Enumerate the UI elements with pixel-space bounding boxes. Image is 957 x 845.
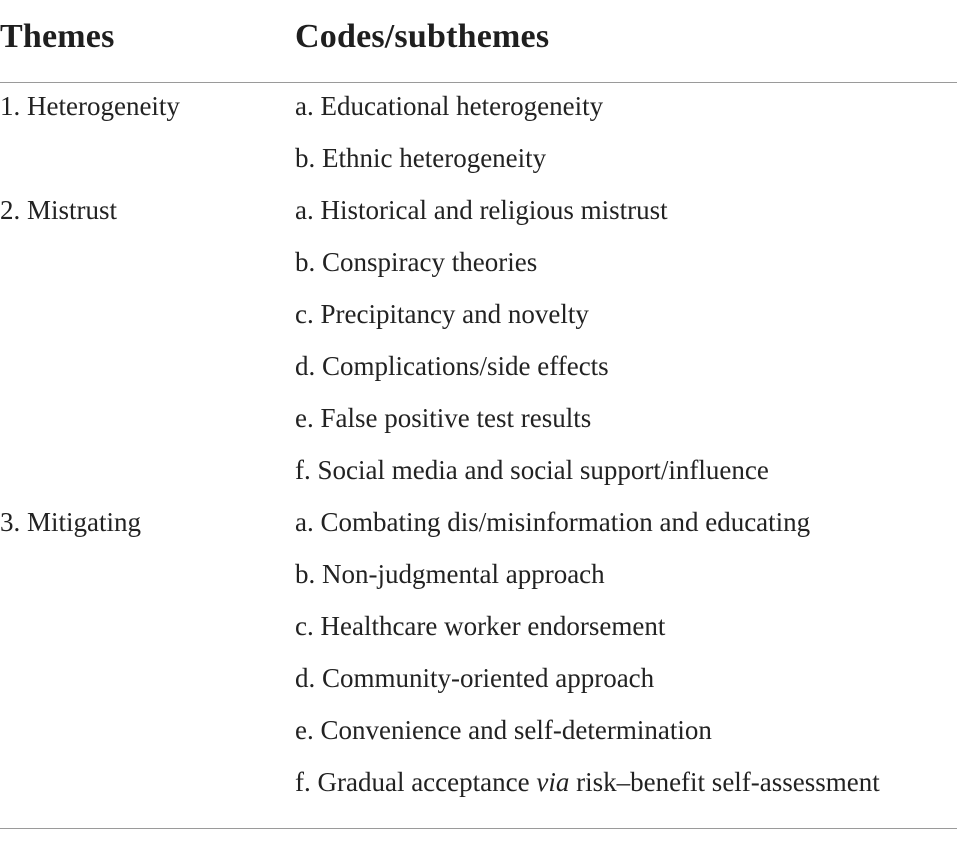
code-cell: c. Healthcare worker endorsement <box>295 611 666 641</box>
code-cell: a. Educational heterogeneity <box>295 91 604 121</box>
code-cell: a. Combating dis/misinformation and educating <box>295 507 811 537</box>
code-cell: f. Social media and social support/influence <box>295 455 769 485</box>
code-cell: d. Complications/side effects <box>295 351 609 381</box>
code-text-italic: via <box>536 767 570 797</box>
code-cell: b. Non-judgmental approach <box>295 559 605 589</box>
table-header <box>0 0 957 83</box>
table-row <box>0 292 957 344</box>
table-row <box>0 656 957 708</box>
code-text-after: risk–benefit self-assessment <box>569 767 880 797</box>
code-cell: c. Precipitancy and novelty <box>295 299 589 329</box>
table-body <box>0 84 957 812</box>
code-cell: e. False positive test results <box>295 403 592 433</box>
code-cell: b. Ethnic heterogeneity <box>295 143 547 173</box>
theme-cell: 2. Mistrust <box>0 195 118 225</box>
table-row <box>0 344 957 396</box>
header-themes: Themes <box>0 18 115 55</box>
table-row <box>0 188 957 240</box>
table-row <box>0 552 957 604</box>
theme-cell: 3. Mitigating <box>0 507 141 537</box>
code-cell: b. Conspiracy theories <box>295 247 538 277</box>
code-cell <box>295 767 880 798</box>
bottom-rule <box>0 828 957 829</box>
table-row <box>0 604 957 656</box>
table-row <box>0 708 957 760</box>
table-row <box>0 760 957 812</box>
table-row <box>0 136 957 188</box>
code-cell: e. Convenience and self-determination <box>295 715 712 745</box>
code-cell: d. Community-oriented approach <box>295 663 655 693</box>
table-row <box>0 240 957 292</box>
code-cell: a. Historical and religious mistrust <box>295 195 668 225</box>
table-row <box>0 84 957 136</box>
code-text-before: f. Gradual acceptance <box>295 767 537 797</box>
theme-cell: 1. Heterogeneity <box>0 91 180 121</box>
table-row <box>0 396 957 448</box>
header-codes: Codes/subthemes <box>295 18 550 55</box>
table-row <box>0 500 957 552</box>
table-row <box>0 448 957 500</box>
